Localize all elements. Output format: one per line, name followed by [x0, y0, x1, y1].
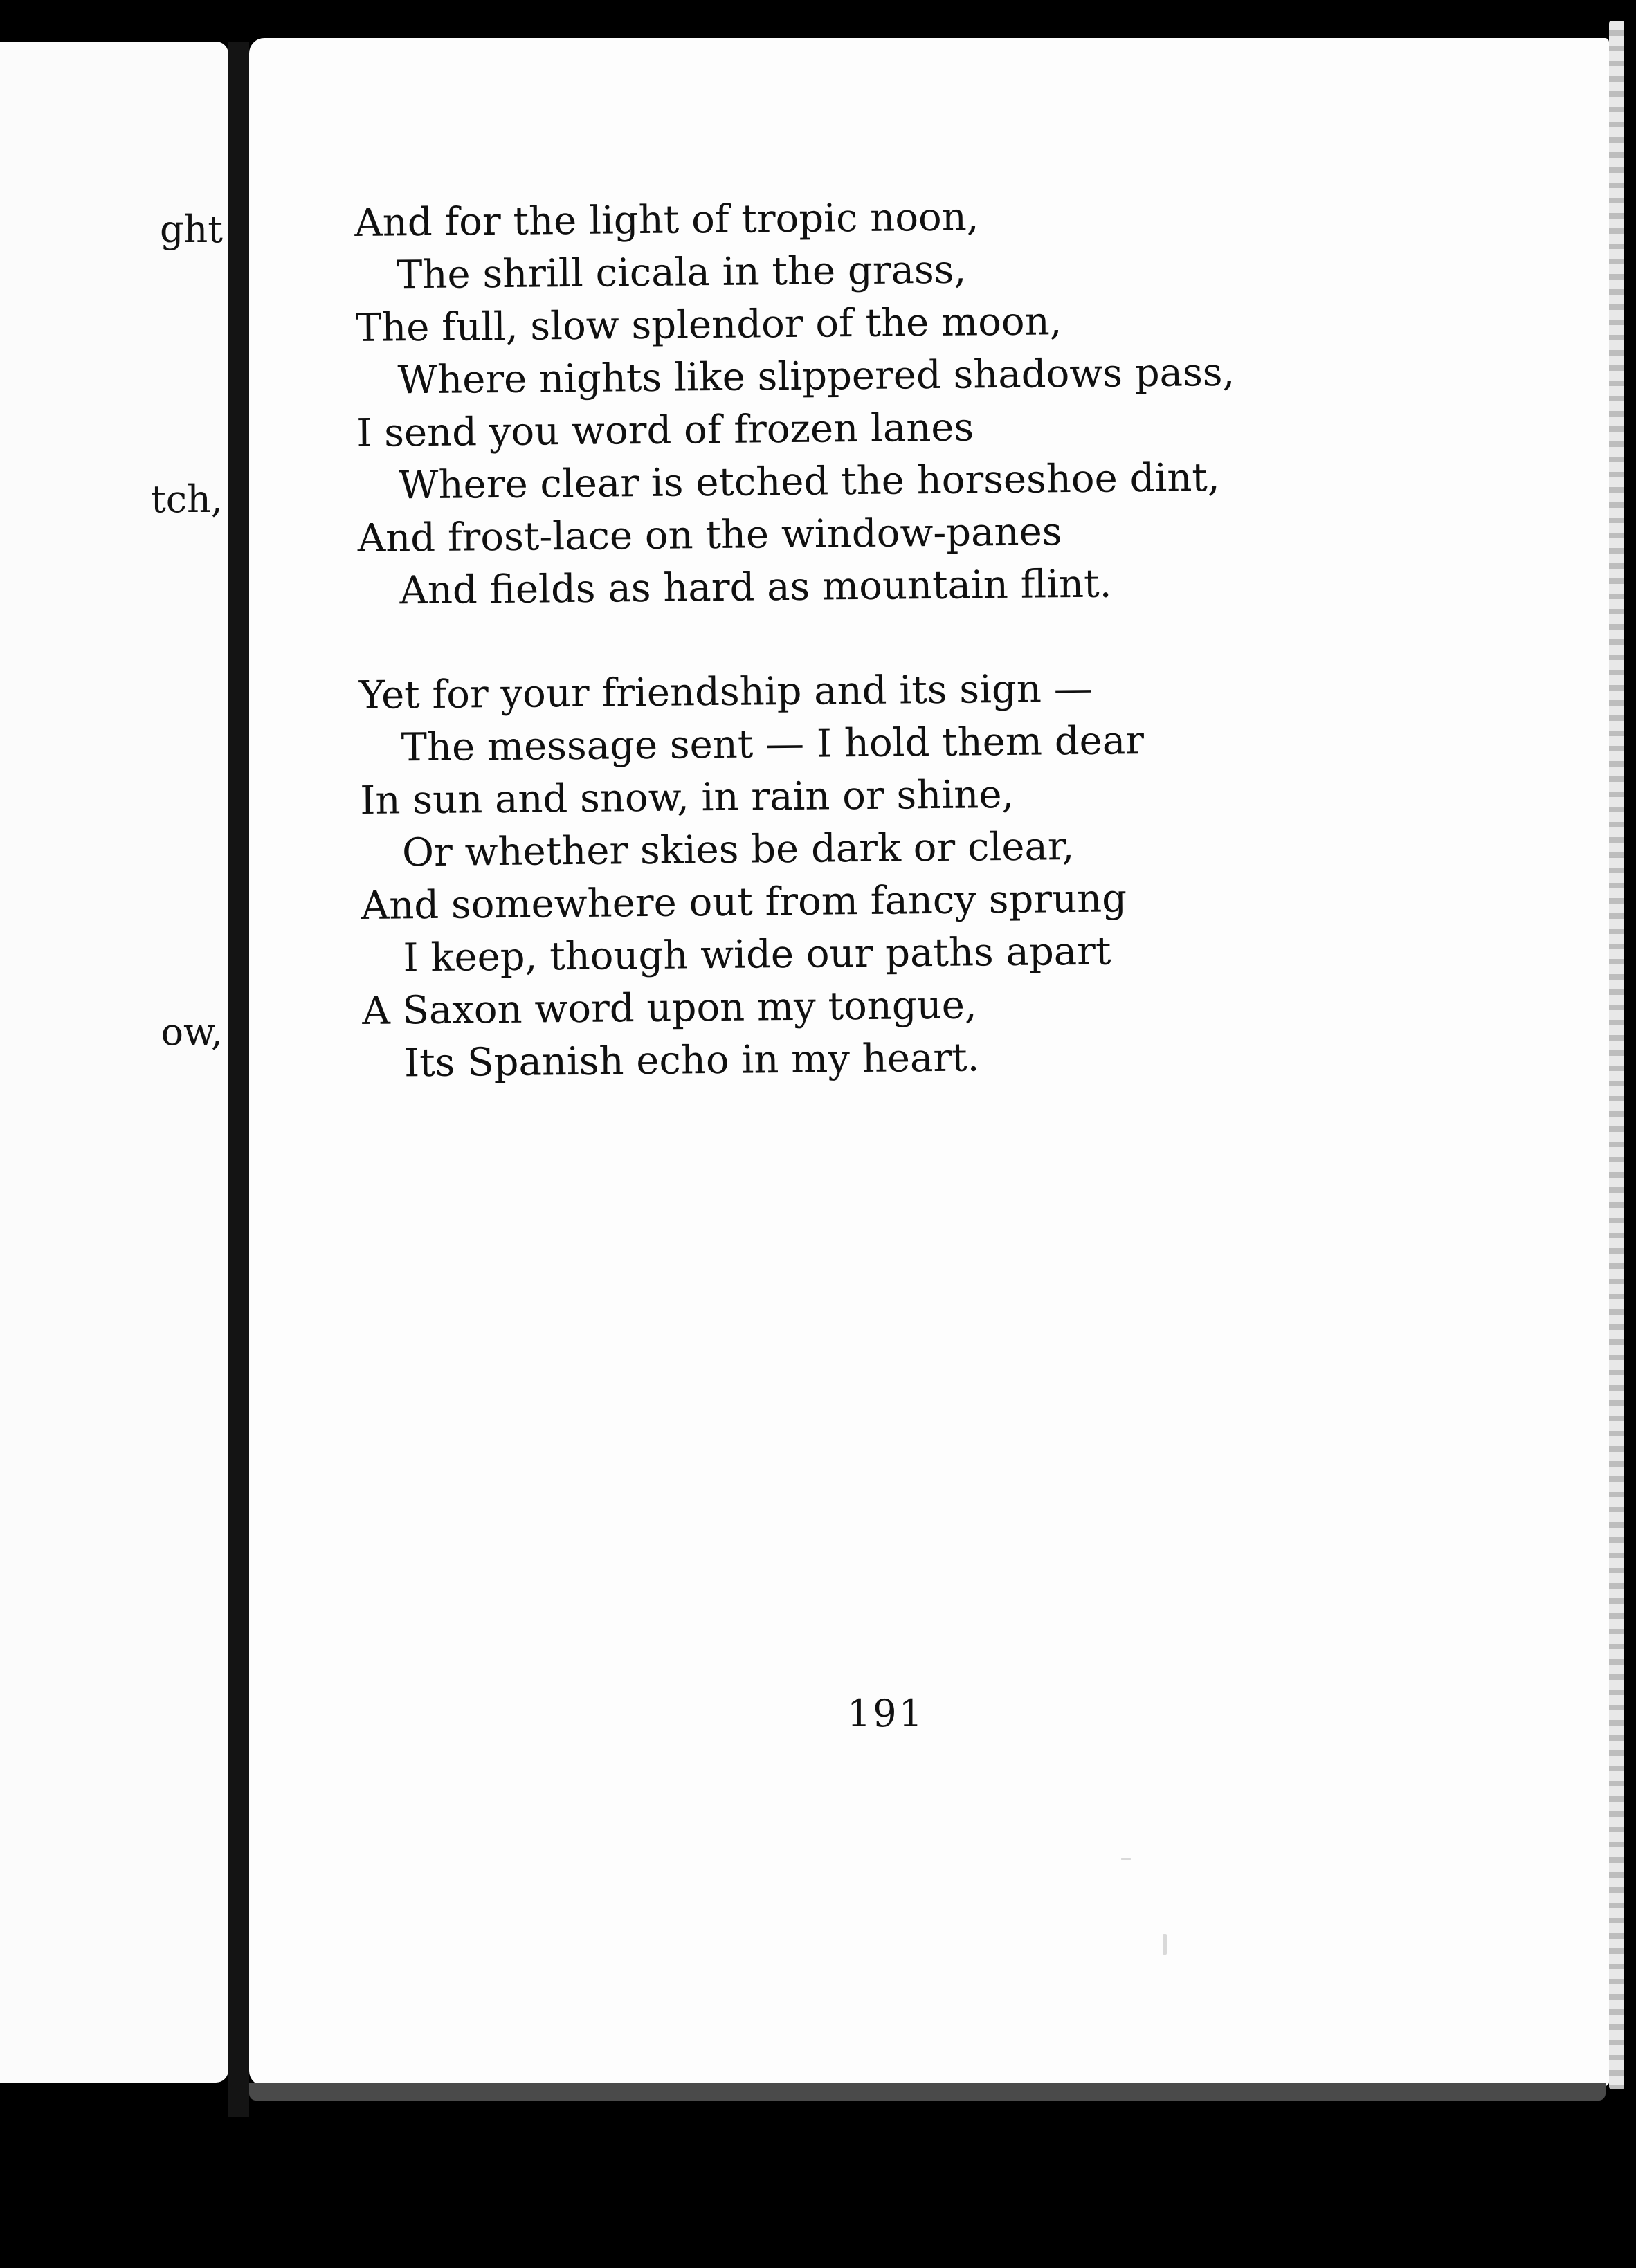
poem-line: And somewhere out from fancy sprung: [361, 876, 1127, 929]
poem: [354, 185, 1595, 1142]
poem-line: And for the light of tropic noon,: [354, 194, 979, 246]
page-deckled-edge: [1609, 21, 1624, 2089]
poem-line: The message sent — I hold them dear: [401, 718, 1145, 771]
poem-line: And fields as hard as mountain flint.: [399, 561, 1112, 614]
left-page-fragment: ow,: [161, 1010, 223, 1054]
poem-line: Or whether skies be dark or clear,: [401, 824, 1075, 876]
stanza-1: [354, 185, 1590, 618]
poem-line: A Saxon word upon my tongue,: [361, 982, 977, 1034]
poem-line: The shrill cicala in the grass,: [396, 247, 967, 298]
left-page-fragment: tch,: [151, 477, 223, 521]
poem-line: Its Spanish echo in my heart.: [403, 1035, 980, 1086]
book-spine-gutter: [228, 42, 249, 2117]
right-page: [249, 38, 1609, 2086]
poem-line: The full, slow splendor of the moon,: [355, 299, 1062, 351]
poem-line: I send you word of frozen lanes: [356, 405, 974, 456]
paper-speck: [1121, 1858, 1131, 1860]
poem-line: Where clear is etched the horseshoe dint,: [398, 455, 1220, 509]
poem-line: In sun and snow, in rain or shine,: [360, 771, 1015, 823]
page-number: 191: [846, 1692, 925, 1735]
page-bottom-edge: [249, 2083, 1606, 2101]
poem-line: Yet for your friendship and its sign —: [358, 666, 1093, 718]
poem-line: I keep, though wide our paths apart: [403, 929, 1111, 981]
stanza-2: [359, 658, 1595, 1090]
poem-line: And frost-lace on the window-panes: [357, 509, 1062, 561]
paper-speck: [1163, 1934, 1167, 1955]
left-page: [0, 42, 228, 2083]
left-page-fragment: ght: [159, 208, 223, 251]
poem-line: Where nights like slippered shadows pass,: [397, 349, 1235, 403]
